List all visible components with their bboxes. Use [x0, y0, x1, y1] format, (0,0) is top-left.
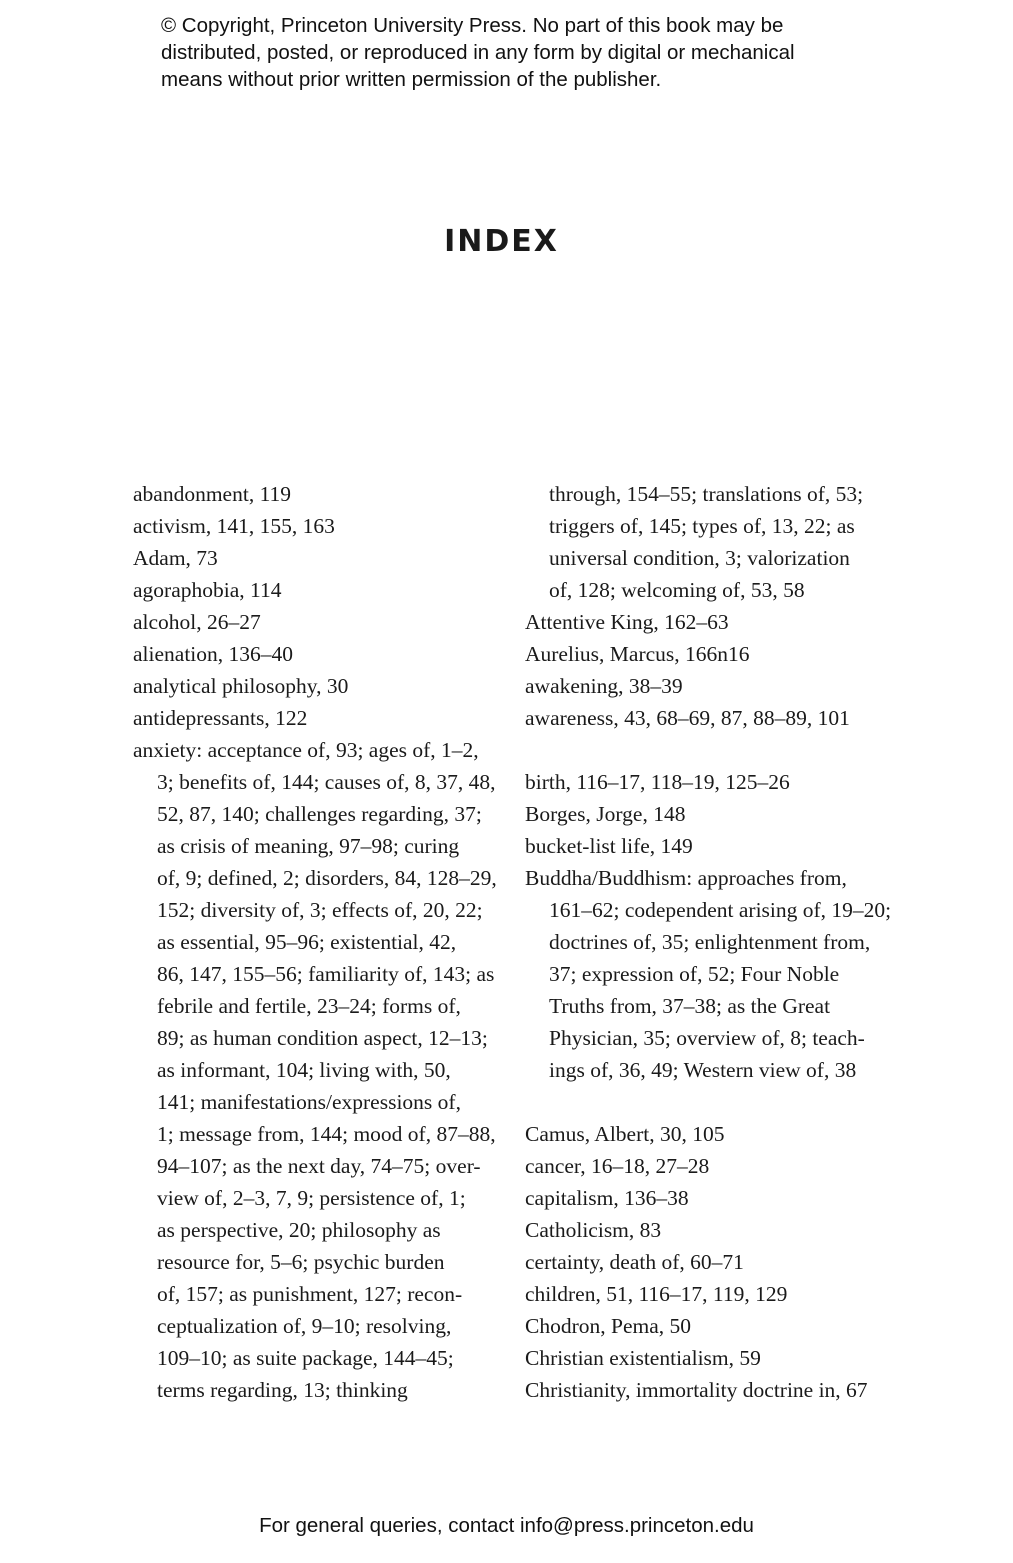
index-entry: cancer, 16–18, 27–28 [525, 1154, 710, 1178]
index-entry: Attentive King, 162–63 [525, 610, 729, 634]
index-entry-continuation: of, 9; defined, 2; disorders, 84, 128–29, [157, 866, 497, 890]
index-entry: activism, 141, 155, 163 [133, 514, 335, 538]
index-entry-continuation: 52, 87, 140; challenges regarding, 37; [157, 802, 482, 826]
index-entry: alcohol, 26–27 [133, 610, 261, 634]
index-entry-continuation: 86, 147, 155–56; familiarity of, 143; as [157, 962, 495, 986]
index-entry: Christian existentialism, 59 [525, 1346, 761, 1370]
index-entry-continuation: resource for, 5–6; psychic burden [157, 1250, 445, 1274]
index-entry: agoraphobia, 114 [133, 578, 282, 602]
index-entry-continuation: ceptualization of, 9–10; resolving, [157, 1314, 452, 1338]
index-entry: antidepressants, 122 [133, 706, 308, 730]
footer-contact: For general queries, contact info@press.princeton.edu [259, 1514, 754, 1537]
letter-group-gap [525, 1086, 885, 1118]
index-entry-continuation: of, 157; as punishment, 127; recon- [157, 1282, 463, 1306]
index-entry-continuation: febrile and fertile, 23–24; forms of, [157, 994, 461, 1018]
copyright-line: distributed, posted, or reproduced in any form by digital or mechanical [161, 41, 795, 64]
copyright-line: © Copyright, Princeton University Press. No part of this book may be [161, 14, 784, 37]
index-entry: abandonment, 119 [133, 482, 292, 506]
index-entry: Camus, Albert, 30, 105 [525, 1122, 725, 1146]
index-entry: children, 51, 116–17, 119, 129 [525, 1282, 788, 1306]
index-entry-continuation: Truths from, 37–38; as the Great [549, 994, 831, 1018]
index-entry: Borges, Jorge, 148 [525, 802, 686, 826]
index-entry-continuation: as essential, 95–96; existential, 42, [157, 930, 457, 954]
index-column-right [525, 478, 892, 1406]
index-entry-continuation: 109–10; as suite package, 144–45; [157, 1346, 454, 1370]
index-entry: Adam, 73 [133, 546, 218, 570]
index-entry-continuation: doctrines of, 35; enlightenment from, [549, 930, 871, 954]
index-entry-continuation: 94–107; as the next day, 74–75; over- [157, 1154, 481, 1178]
copyright-line: means without prior written permission of the publisher. [161, 68, 662, 91]
index-entry-continuation: triggers of, 145; types of, 13, 22; as [549, 514, 855, 538]
index-entry: bucket-list life, 149 [525, 834, 693, 858]
index-column-left [133, 478, 497, 1406]
index-entry-continuation: view of, 2–3, 7, 9; persistence of, 1; [157, 1186, 466, 1210]
index-entry-continuation: as crisis of meaning, 97–98; curing [157, 834, 460, 858]
index-entry: birth, 116–17, 118–19, 125–26 [525, 770, 790, 794]
index-entry-continuation: 1; message from, 144; mood of, 87–88, [157, 1122, 496, 1146]
index-entry-continuation: as perspective, 20; philosophy as [157, 1218, 441, 1242]
index-entry-continuation: 141; manifestations/expressions of, [157, 1090, 461, 1114]
index-entry: Buddha/Buddhism: approaches from, [525, 866, 847, 890]
index-entry: analytical philosophy, 30 [133, 674, 349, 698]
index-entry: awakening, 38–39 [525, 674, 683, 698]
index-entry-continuation: as informant, 104; living with, 50, [157, 1058, 451, 1082]
index-entry-continuation: terms regarding, 13; thinking [157, 1378, 408, 1402]
index-entry-continuation: through, 154–55; translations of, 53; [549, 482, 864, 506]
letter-group-gap [525, 734, 885, 766]
index-entry-continuation: 161–62; codependent arising of, 19–20; [549, 898, 892, 922]
index-entry-continuation: 152; diversity of, 3; effects of, 20, 22; [157, 898, 483, 922]
index-entry: Chodron, Pema, 50 [525, 1314, 692, 1338]
index-entry-continuation: universal condition, 3; valorization [549, 546, 850, 570]
page-title: INDEX [444, 224, 559, 259]
index-entry: certainty, death of, 60–71 [525, 1250, 744, 1274]
index-entry: Aurelius, Marcus, 166n16 [525, 642, 750, 666]
copyright-notice [161, 12, 881, 93]
index-entry: capitalism, 136–38 [525, 1186, 689, 1210]
index-entry: anxiety: acceptance of, 93; ages of, 1–2, [133, 738, 479, 762]
index-entry-continuation: 3; benefits of, 144; causes of, 8, 37, 48, [157, 770, 496, 794]
index-entry: alienation, 136–40 [133, 642, 294, 666]
index-entry-continuation: 37; expression of, 52; Four Noble [549, 962, 840, 986]
index-entry-continuation: 89; as human condition aspect, 12–13; [157, 1026, 488, 1050]
index-entry: Catholicism, 83 [525, 1218, 662, 1242]
index-entry-continuation: Physician, 35; overview of, 8; teach- [549, 1026, 865, 1050]
index-entry-continuation: of, 128; welcoming of, 53, 58 [549, 578, 805, 602]
index-entry: Christianity, immortality doctrine in, 67 [525, 1378, 868, 1402]
index-entry-continuation: ings of, 36, 49; Western view of, 38 [549, 1058, 857, 1082]
index-entry: awareness, 43, 68–69, 87, 88–89, 101 [525, 706, 850, 730]
